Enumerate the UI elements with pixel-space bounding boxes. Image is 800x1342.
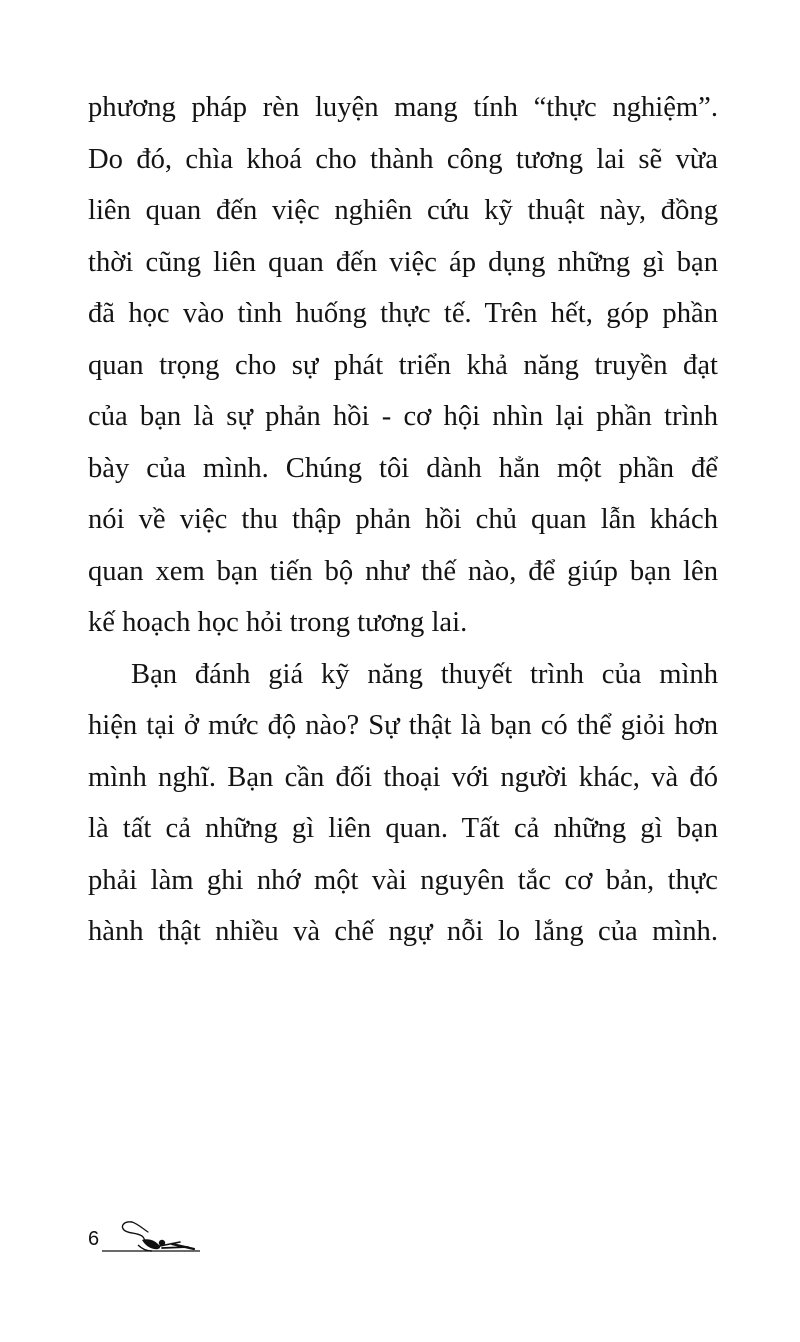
text-line: phương pháp rèn luyện mang tính “thực nghiệm”. [88,92,718,123]
text-line: đã học vào tình huống thực tế. Trên hết, góp phần [88,298,718,329]
text-line: hiện tại ở mức độ nào? Sự thật là bạn có thể giỏi hơn [88,710,718,741]
paragraph-2 [88,649,718,958]
body-text [88,82,718,958]
text-line: của bạn là sự phản hồi - cơ hội nhìn lại phần trình [88,401,718,432]
paragraph-1 [88,82,718,649]
flying-figure-icon [102,1218,204,1258]
text-line: quan xem bạn tiến bộ như thế nào, để giúp bạn lên [88,555,718,587]
text-line: liên quan đến việc nghiên cứu kỹ thuật này, đồng [88,195,718,226]
text-line: mình nghĩ. Bạn cần đối thoại với người khác, và đó [88,761,718,793]
text-line: Do đó, chìa khoá cho thành công tương lai sẽ vừa [88,143,718,175]
text-line: kế hoạch học hỏi trong tương lai. [88,607,468,638]
text-line: thời cũng liên quan đến việc áp dụng những gì bạn [88,246,718,278]
page-number: 6 [88,1228,100,1250]
page-footer [88,1218,208,1258]
text-line: phải làm ghi nhớ một vài nguyên tắc cơ bản, thực [88,864,718,896]
text-line: hành thật nhiều và chế ngự nỗi lo lắng của mình. [88,916,718,947]
text-line: là tất cả những gì liên quan. Tất cả những gì bạn [88,813,718,844]
text-line: Bạn đánh giá kỹ năng thuyết trình của mình [131,658,718,690]
text-line: nói về việc thu thập phản hồi chủ quan lẫn khách [88,504,718,535]
text-line: bày của mình. Chúng tôi dành hẳn một phần để [88,452,718,484]
text-line: quan trọng cho sự phát triển khả năng truyền đạt [88,349,718,381]
